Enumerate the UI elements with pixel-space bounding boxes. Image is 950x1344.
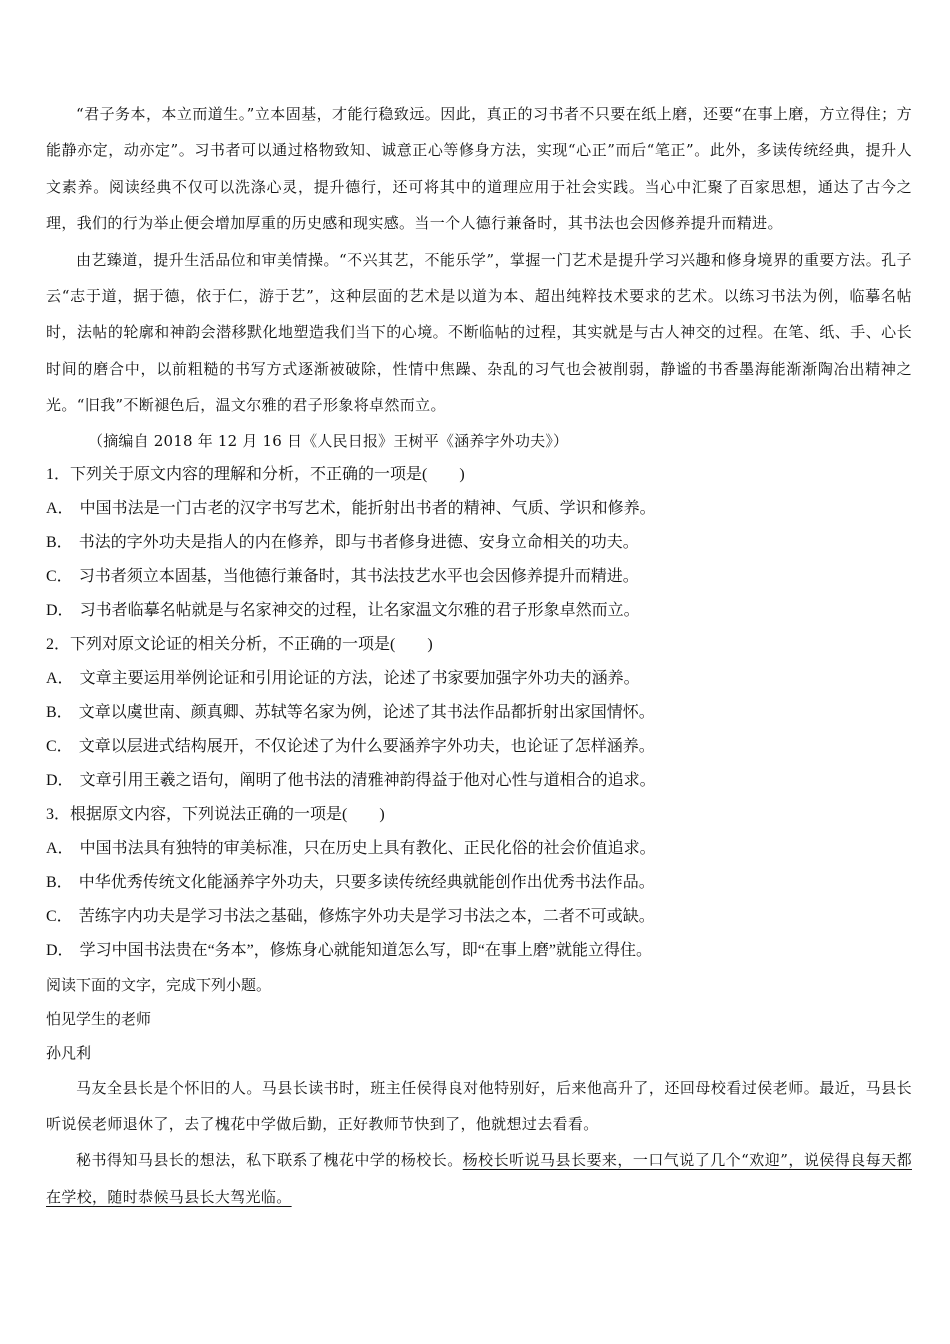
story-paragraph-1: 马友全县长是个怀旧的人。马县长读书时，班主任侯得良对他特别好，后来他高升了，还回母校看过侯老师。最近，马县长听说侯老师退休了，去了槐花中学做后勤，正好教师节快到了，他就想过去看看。	[46, 1078, 912, 1134]
option-letter: B．	[46, 533, 73, 551]
option-letter: D．	[46, 941, 74, 959]
option-b[interactable]	[46, 696, 912, 730]
option-a[interactable]	[46, 832, 912, 866]
option-c[interactable]	[46, 560, 912, 594]
option-text: 文章以层进式结构展开，不仅论述了为什么要涵养字外功夫，也论证了怎样涵养。	[78, 737, 655, 755]
question-stem: 3．根据原文内容，下列说法正确的一项是( )	[46, 805, 385, 823]
underlined-sentence: 杨校长听说马县长要来，一口气说了几个“欢迎”，说侯得良每天都在学校，随时恭候马县长大驾光临。	[46, 1151, 912, 1206]
option-text: 习书者临摹名帖就是与名家神交的过程，让名家温文尔雅的君子形象卓然而立。	[79, 601, 640, 619]
essay-paragraph-2: 由艺臻道，提升生活品位和审美情操。“不兴其艺，不能乐学”，掌握一门艺术是提升学习兴趣和修身境界的重要方法。孔子云“志于道，据于德，依于仁，游于艺”，这种层面的艺术是以道为本、超出纯粹技术要求的艺术。以练习书法为例，临摹名帖时，法帖的轮廓和神韵会潜移默化地塑造我们当下的心境。不断临帖的过程，其实就是与古人神交的过程。在笔、纸、手、心长时间的磨合中，以前粗糙的书写方式逐渐被破除，性情中焦躁、杂乱的习气也会被削弱，静谧的书香墨海能渐渐陶冶出精神之光。“旧我”不断褪色后，温文尔雅的君子形象将卓然而立。	[46, 250, 912, 415]
option-letter: C．	[46, 567, 73, 585]
option-text: 中国书法是一门古老的汉字书写艺术，能折射出书者的精神、气质、学识和修养。	[79, 499, 656, 517]
question-stem: 1．下列关于原文内容的理解和分析，不正确的一项是( )	[46, 465, 465, 483]
option-text: 习书者须立本固基，当他德行兼备时，其书法技艺水平也会因修养提升而精进。	[78, 567, 639, 585]
option-text: 文章主要运用举例论证和引用论证的方法，论述了书家要加强字外功夫的涵养。	[79, 669, 640, 687]
option-letter: D．	[46, 771, 74, 789]
option-c[interactable]	[46, 730, 912, 764]
question-stem: 2．下列对原文论证的相关分析，不正确的一项是( )	[46, 635, 433, 653]
exam-page	[46, 96, 912, 1215]
option-text: 苦练字内功夫是学习书法之基础，修炼字外功夫是学习书法之本，二者不可或缺。	[78, 907, 655, 925]
story-text: 秘书得知马县长的想法，私下联系了槐花中学的杨校长。	[76, 1151, 463, 1170]
option-letter: D．	[46, 601, 74, 619]
option-letter: C．	[46, 737, 73, 755]
option-b[interactable]	[46, 866, 912, 900]
option-letter: A．	[46, 839, 74, 857]
option-a[interactable]	[46, 492, 912, 526]
story-paragraph-2	[46, 1142, 912, 1215]
option-text: 中华优秀传统文化能涵养字外功夫，只要多读传统经典就能创作出优秀书法作品。	[78, 873, 655, 891]
option-d[interactable]	[46, 594, 912, 628]
option-text: 学习中国书法贵在“务本”，修炼身心就能知道怎么写，即“在事上磨”就能立得住。	[79, 941, 652, 959]
option-letter: B．	[46, 873, 73, 891]
option-a[interactable]	[46, 662, 912, 696]
essay-paragraph-1: “君子务本，本立而道生。”立本固基，才能行稳致远。因此，真正的习书者不只要在纸上磨，还要“在事上磨，方立得住；方能静亦定，动亦定”。习书者可以通过格物致知、诚意正心等修身方法，实现“心正”而后“笔正”。此外，多读传统经典，提升人文素养。阅读经典不仅可以洗涤心灵，提升德行，还可将其中的道理应用于社会实践。当心中汇聚了百家思想，通达了古今之理，我们的行为举止便会增加厚重的历史感和现实感。当一个人德行兼备时，其书法也会因修养提升而精进。	[46, 105, 912, 233]
option-text: 中国书法具有独特的审美标准，只在历史上具有教化、正民化俗的社会价值追求。	[79, 839, 656, 857]
question-1	[46, 458, 912, 628]
option-letter: A．	[46, 669, 74, 687]
question-2	[46, 628, 912, 798]
option-text: 文章以虞世南、颜真卿、苏轼等名家为例，论述了其书法作品都折射出家国情怀。	[78, 703, 655, 721]
story-author: 孙凡利	[46, 1043, 92, 1062]
option-letter: A．	[46, 499, 74, 517]
option-b[interactable]	[46, 526, 912, 560]
option-letter: C．	[46, 907, 73, 925]
option-d[interactable]	[46, 764, 912, 798]
essay-source: （摘编自 2018 年 12 月 16 日《人民日报》王树平《涵养字外功夫》）	[88, 431, 569, 450]
option-text: 书法的字外功夫是指人的内在修养，即与书者修身进德、安身立命相关的功夫。	[78, 533, 639, 551]
reading-instruction: 阅读下面的文字，完成下列小题。	[46, 975, 272, 994]
story-title: 怕见学生的老师	[46, 1009, 152, 1028]
option-text: 文章引用王羲之语句，阐明了他书法的清雅神韵得益于他对心性与道相合的追求。	[79, 771, 656, 789]
option-c[interactable]	[46, 900, 912, 934]
option-d[interactable]	[46, 934, 912, 968]
question-3	[46, 798, 912, 968]
option-letter: B．	[46, 703, 73, 721]
